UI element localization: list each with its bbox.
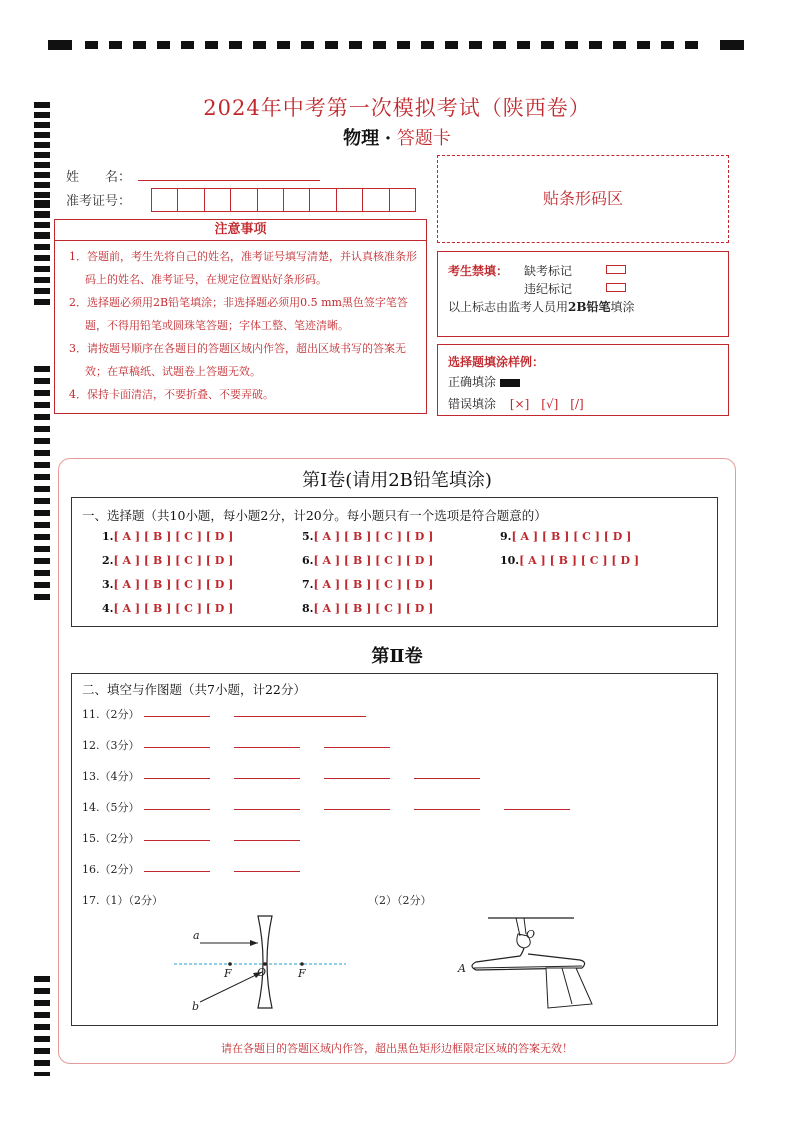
id-digit-box[interactable] [283, 188, 310, 212]
choice-question-3[interactable] [102, 578, 233, 591]
question-number: 2. [102, 554, 114, 567]
top-alignment-marks [48, 38, 746, 52]
answer-blank[interactable] [144, 716, 210, 717]
fill-question-17-part1: 17.（1）（2分） [82, 894, 163, 907]
id-digit-box[interactable] [177, 188, 204, 212]
answer-blank[interactable] [144, 871, 210, 872]
choice-question-4[interactable] [102, 602, 233, 615]
footer-warning: 请在各题目的答题区域内作答，超出黑色矩形边框限定区域的答案无效！ [221, 1042, 573, 1055]
note-item: 4．保持卡面清洁，不要折叠、不要弄破。 [69, 388, 274, 401]
violation-label: 违纪标记 [524, 282, 573, 296]
correct-fill-mark [500, 379, 520, 387]
answer-blank[interactable] [234, 778, 300, 779]
question-number: 4. [102, 602, 114, 615]
choice-options[interactable]: [ A ] [ B ] [ C ] [ D ] [313, 554, 434, 567]
id-digit-box[interactable] [389, 188, 416, 212]
wrong-fill-label: 错误填涂 [448, 397, 497, 411]
answer-blank[interactable] [144, 778, 210, 779]
violation-mark-box[interactable] [606, 283, 626, 292]
note-item: 2．选择题必须用2B铅笔填涂；非选择题必须用0.5 mm黑色签字笔答题，不得用铅笔或圆珠笔答题；字体工整、笔迹清晰。 [69, 296, 408, 332]
answer-blank[interactable] [324, 747, 390, 748]
page-subtitle [0, 124, 794, 150]
choice-question-2[interactable] [102, 554, 233, 567]
choice-question-1[interactable] [102, 530, 233, 543]
id-digit-box[interactable] [309, 188, 336, 212]
name-field[interactable] [138, 180, 320, 181]
exam-id-label: 准考证号： [66, 194, 132, 209]
point-a-label: A [458, 962, 466, 975]
choice-options[interactable]: [ A ] [ B ] [ C ] [ D ] [113, 578, 234, 591]
notes-heading: 注意事项 [55, 220, 426, 241]
choice-options[interactable]: [ A ] [ B ] [ C ] [ D ] [113, 602, 234, 615]
answer-blank[interactable] [234, 747, 300, 748]
fill-question-11: 11.（2分） [82, 708, 140, 721]
choice-question-5[interactable] [302, 530, 433, 543]
forbidden-note-post: 填涂 [610, 300, 635, 314]
fill-heading: 二、填空与作图题（共7小题，计22分） [82, 682, 306, 697]
concave-lens-diagram[interactable] [160, 912, 360, 1016]
part1-title: 第Ⅰ卷(请用2B铅笔填涂) [302, 470, 492, 491]
id-digit-box[interactable] [257, 188, 284, 212]
answer-blank[interactable] [144, 809, 210, 810]
choice-question-10[interactable] [500, 554, 639, 567]
choice-options[interactable]: [ A ] [ B ] [ C ] [ D ] [313, 530, 434, 543]
focus-left-label: F [224, 967, 232, 980]
choice-options[interactable]: [ A ] [ B ] [ C ] [ D ] [519, 554, 640, 567]
forbidden-note [448, 298, 635, 315]
choice-options[interactable]: [ A ] [ B ] [ C ] [ D ] [313, 602, 434, 615]
note-item: 1．答题前，考生先将自己的姓名，准考证号填写清楚，并认真核准条形码上的姓名、准考证号，在规定位置贴好条形码。 [69, 250, 417, 286]
choice-question-8[interactable] [302, 602, 433, 615]
id-digit-box[interactable] [230, 188, 257, 212]
question-number: 6. [302, 554, 314, 567]
exam-id-boxes[interactable] [152, 188, 416, 212]
answer-blank[interactable] [414, 778, 480, 779]
id-digit-box[interactable] [151, 188, 178, 212]
fill-question-13: 13.（4分） [82, 770, 140, 783]
fill-question-12: 12.（3分） [82, 739, 140, 752]
question-number: 5. [302, 530, 314, 543]
hanger-diagram[interactable] [454, 910, 594, 1014]
forbidden-box [437, 251, 729, 337]
choice-options[interactable]: [ A ] [ B ] [ C ] [ D ] [113, 554, 234, 567]
fill-question-15: 15.（2分） [82, 832, 140, 845]
question-number: 8. [302, 602, 314, 615]
barcode-area: 贴条形码区 [437, 155, 729, 243]
answer-blank[interactable] [234, 716, 366, 717]
choice-options[interactable]: [ A ] [ B ] [ C ] [ D ] [113, 530, 234, 543]
question-number: 10. [500, 554, 520, 567]
id-digit-box[interactable] [204, 188, 231, 212]
id-digit-box[interactable] [336, 188, 363, 212]
choice-question-9[interactable] [500, 530, 631, 543]
choice-heading: 一、选择题（共10小题，每小题2分，计20分。每小题只有一个选项是符合题意的） [82, 508, 547, 523]
choice-options[interactable]: [ A ] [ B ] [ C ] [ D ] [511, 530, 632, 543]
answer-blank[interactable] [504, 809, 570, 810]
answer-blank[interactable] [324, 778, 390, 779]
choice-question-7[interactable] [302, 578, 433, 591]
question-number: 9. [500, 530, 512, 543]
forbidden-note-pre: 以上标志由监考人员用 [448, 300, 569, 314]
left-alignment-marks-bottom [34, 976, 50, 1076]
ray-a-label: a [193, 929, 200, 942]
subject-name: 物理 [343, 128, 380, 149]
wrong-fill-row [448, 395, 584, 412]
sample-box [437, 344, 729, 416]
note-item: 3．请按题号顺序在各题目的答题区域内作答，超出区域书写的答案无效；在草稿纸、试题卷上答题无效。 [69, 342, 406, 378]
choice-question-6[interactable] [302, 554, 433, 567]
ray-b-label: b [192, 1000, 200, 1013]
page-title: 2024年中考第一次模拟考试（陕西卷） [203, 96, 591, 120]
fill-question-17-part2: （2）（2分） [368, 894, 432, 907]
answer-blank[interactable] [324, 809, 390, 810]
id-digit-box[interactable] [362, 188, 389, 212]
center-label: O [257, 966, 267, 979]
answer-card-label: 答题卡 [396, 128, 451, 149]
answer-blank[interactable] [414, 809, 480, 810]
left-alignment-marks-middle [34, 200, 50, 310]
name-label: 姓 名： [66, 170, 132, 185]
question-number: 3. [102, 578, 114, 591]
answer-blank[interactable] [144, 840, 210, 841]
fill-question-16: 16.（2分） [82, 863, 140, 876]
part2-title: 第Ⅱ卷 [371, 646, 423, 667]
absent-mark-box[interactable] [606, 265, 626, 274]
forbidden-note-bold: 2B铅笔 [568, 300, 611, 314]
answer-blank[interactable] [234, 871, 300, 872]
wrong-fill-marks: [×] [√] [/] [509, 397, 584, 411]
question-number: 1. [102, 530, 114, 543]
subtitle-dot: · [384, 128, 392, 149]
fill-question-14: 14.（5分） [82, 801, 140, 814]
answer-blank[interactable] [234, 840, 300, 841]
question-number: 7. [302, 578, 314, 591]
sample-title: 选择题填涂样例： [448, 355, 545, 369]
correct-fill-row [448, 373, 520, 390]
pivot-label: O [526, 928, 536, 941]
choice-options[interactable]: [ A ] [ B ] [ C ] [ D ] [313, 578, 434, 591]
answer-blank[interactable] [234, 809, 300, 810]
forbidden-label: 考生禁填： [448, 264, 509, 278]
correct-fill-label: 正确填涂 [448, 375, 497, 389]
absent-label: 缺考标记 [524, 264, 573, 278]
notes-box [54, 219, 427, 414]
focus-right-label: F [298, 967, 306, 980]
answer-blank[interactable] [144, 747, 210, 748]
